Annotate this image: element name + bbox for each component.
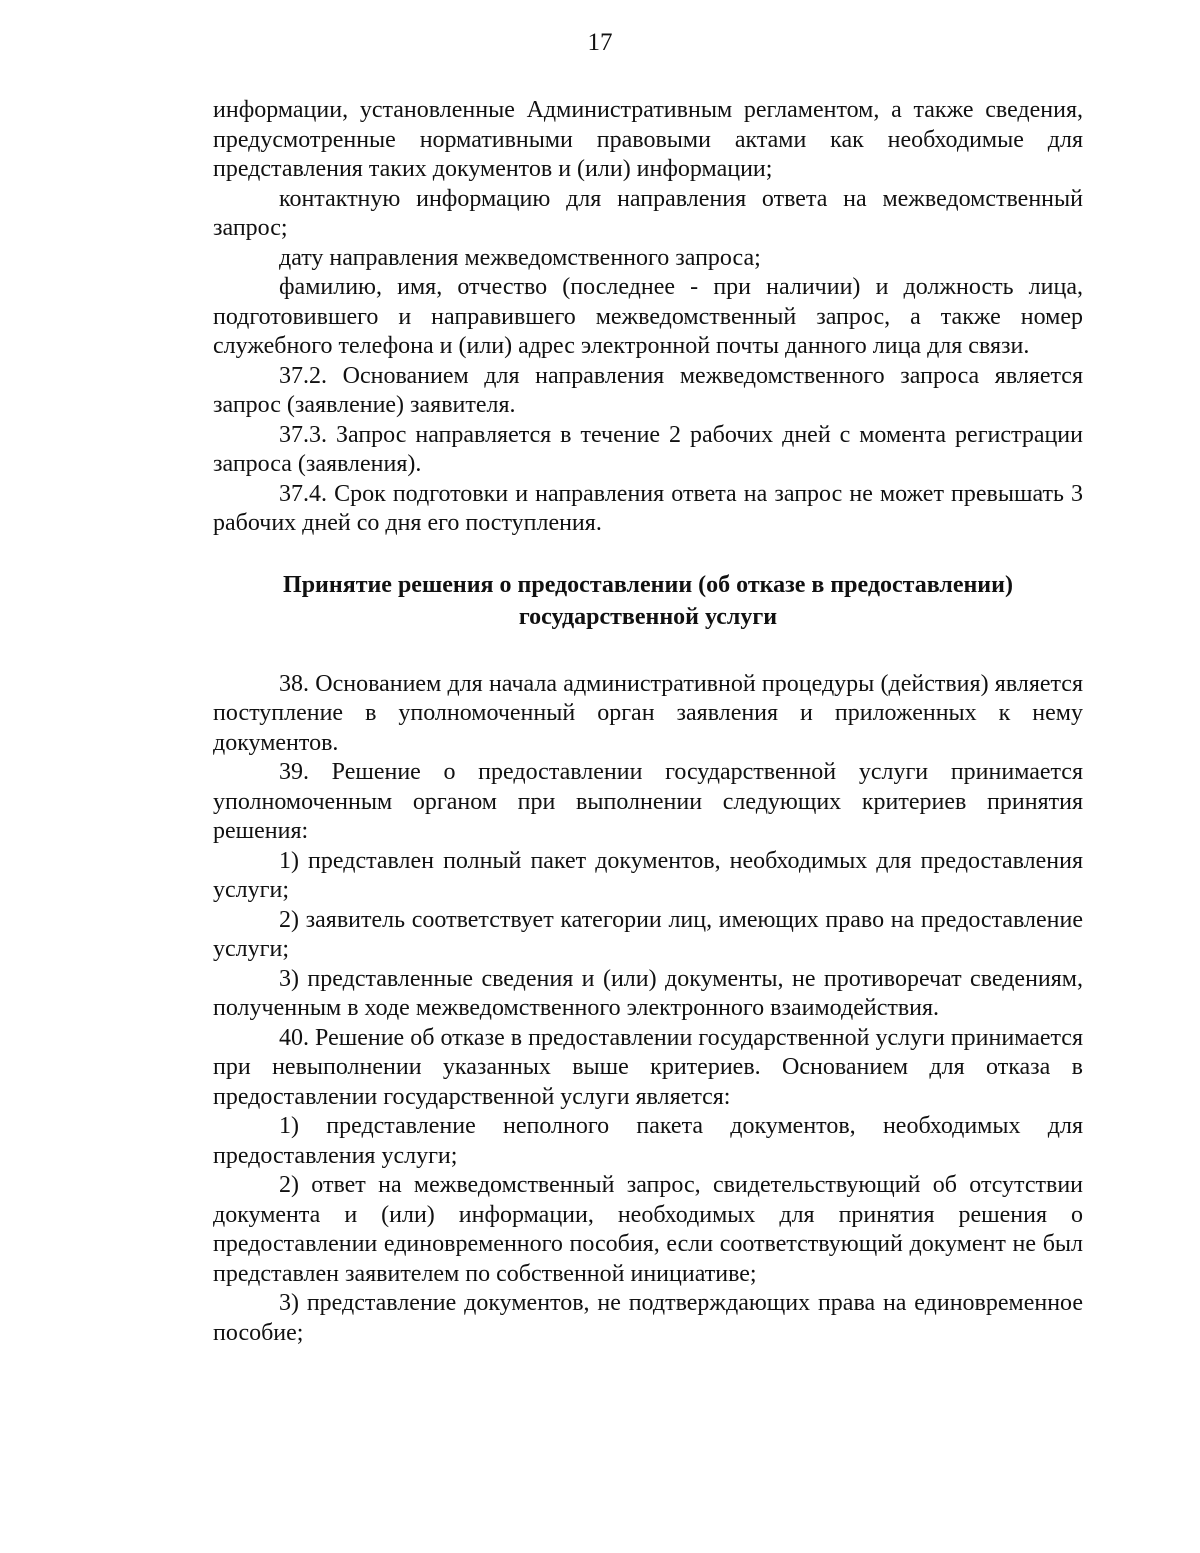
paragraph-37-3: 37.3. Запрос направляется в течение 2 рабочих дней с момента регистрации запроса (заявления). bbox=[213, 421, 1083, 477]
list-item: 3) представленные сведения и (или) документы, не противоречат сведениям, полученным в ходе межведомственного электронного взаимодействия. bbox=[213, 965, 1083, 1021]
paragraph-38: 38. Основанием для начала административной процедуры (действия) является поступление в уполномоченный орган заявления и приложенных к нему документов. bbox=[213, 670, 1083, 756]
paragraph-37-2: 37.2. Основанием для направления межведомственного запроса является запрос (заявление) заявителя. bbox=[213, 362, 1083, 418]
page-number: 17 bbox=[587, 29, 613, 56]
paragraph-40: 40. Решение об отказе в предоставлении государственной услуги принимается при невыполнении указанных выше критериев. Основанием для отказа в предоставлении государственной услуги является: bbox=[213, 1024, 1083, 1110]
paragraph-37-4: 37.4. Срок подготовки и направления ответа на запрос не может превышать 3 рабочих дней со дня его поступления. bbox=[213, 480, 1083, 536]
paragraph-39: 39. Решение о предоставлении государственной услуги принимается уполномоченным органом при выполнении следующих критериев принятия решения: bbox=[213, 759, 1083, 844]
paragraph: информации, установленные Административным регламентом, а также сведения, предусмотренные нормативными правовыми актами как необходимые для представления таких документов и (или) информации; bbox=[213, 97, 1083, 182]
document-body bbox=[213, 96, 1083, 1348]
list-item: 2) ответ на межведомственный запрос, свидетельствующий об отсутствии документа и (или) информации, необходимых для принятия решения о предоставлении единовременного пособия, если соответствующий документ не был представлен заявителем по собственной инициативе; bbox=[213, 1172, 1083, 1287]
list-item: 3) представление документов, не подтверждающих права на единовременное пособие; bbox=[213, 1290, 1083, 1346]
paragraph: контактную информацию для направления ответа на межведомственный запрос; bbox=[213, 185, 1083, 241]
section-title: Принятие решения о предоставлении (об отказе в предоставлении) государственной услуги bbox=[283, 571, 1013, 630]
paragraph: фамилию, имя, отчество (последнее - при наличии) и должность лица, подготовившего и направившего межведомственный запрос, а также номер служебного телефона и (или) адрес электронной почты данного лица для связи. bbox=[213, 274, 1083, 359]
list-item: 1) представление неполного пакета документов, необходимых для предоставления услуги; bbox=[213, 1113, 1083, 1169]
paragraph: дату направления межведомственного запроса; bbox=[279, 244, 761, 271]
list-item: 1) представлен полный пакет документов, необходимых для предоставления услуги; bbox=[213, 847, 1083, 903]
list-item: 2) заявитель соответствует категории лиц, имеющих право на предоставление услуги; bbox=[213, 906, 1083, 962]
